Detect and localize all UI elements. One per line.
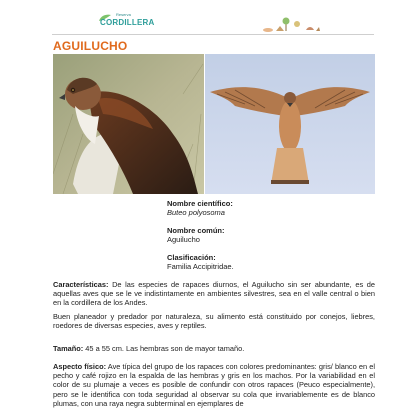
characteristics-label: Características: bbox=[53, 280, 109, 289]
common-name-value: Aguilucho bbox=[167, 235, 200, 244]
appearance-label: Aspecto físico: bbox=[53, 362, 107, 371]
size-text: 45 a 55 cm. Las hembras son de mayor tamaño. bbox=[83, 344, 245, 353]
classification-value: Familia Accipitridae. bbox=[167, 262, 234, 271]
header-divider bbox=[52, 34, 374, 35]
flying-hawk-photo bbox=[205, 54, 375, 194]
appearance-text: Ave típica del grupo de los rapaces con colores predominantes: gris/ blanco en el pecho y café rojizo en la espalda de las hembras y gris en los machos. Por la variabilidad en el color de su plumaje a veces es posible de confundir con otros rapaces (Peuco especialmente), pero se le identifica con toda seguridad al observar su cola que invariablemente es de blanco plumas, con una raya negra subterminal en ejemplares de bbox=[53, 362, 375, 408]
size-paragraph bbox=[53, 344, 375, 353]
size-label: Tamaño: bbox=[53, 344, 84, 353]
appearance-paragraph bbox=[53, 362, 375, 408]
taxonomy-info bbox=[167, 199, 234, 271]
perched-hawk-photo bbox=[53, 54, 204, 194]
scientific-name-value: Buteo polyosoma bbox=[167, 208, 225, 217]
characteristics-text: De las especies de rapaces diurnos, el Aguilucho sin ser abundante, es de aquellas aves que se le ve indistintamente en ambientes silvestres, sea en el valle central o bien en la cordillera de los Andes. bbox=[53, 280, 375, 308]
scientific-name-label: Nombre científico: bbox=[167, 199, 233, 208]
common-name-label: Nombre común: bbox=[167, 226, 225, 235]
cordillera-logo bbox=[100, 12, 156, 32]
logo-small-text: Reserva bbox=[116, 12, 131, 17]
decorative-landscape-icon bbox=[262, 16, 322, 34]
logo-text: CORDILLERA bbox=[100, 18, 155, 27]
page-title: AGUILUCHO bbox=[53, 39, 128, 53]
characteristics-paragraph bbox=[53, 280, 375, 308]
classification-label: Clasificación: bbox=[167, 253, 216, 262]
diet-paragraph: Buen planeador y predador por naturaleza, su alimento está constituido por conejos, liebres, roedores de diversas especies, aves y reptiles. bbox=[53, 312, 375, 331]
